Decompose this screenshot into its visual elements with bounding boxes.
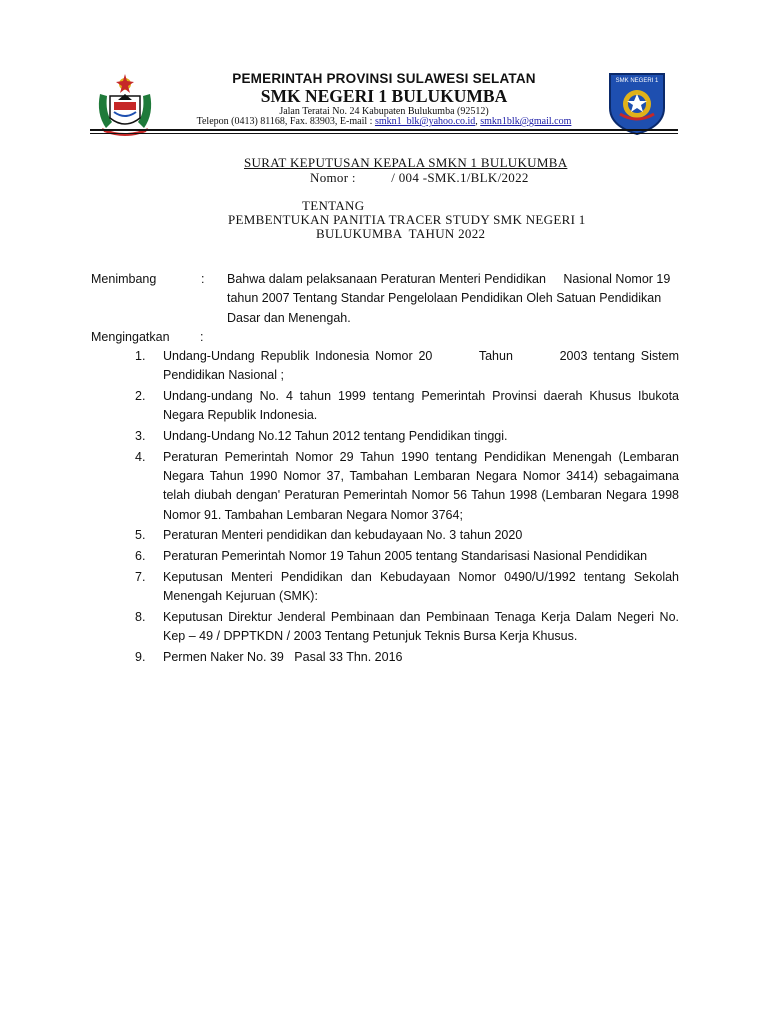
- list-item-number: 7.: [135, 569, 146, 584]
- list-item-text: Permen Naker No. 39 Pasal 33 Thn. 2016: [163, 649, 403, 664]
- list-item-text: Undang-Undang No.12 Tahun 2012 tentang Pendidikan tinggi.: [163, 428, 508, 443]
- list-item-text: Keputusan Menteri Pendidikan dan Kebudayaan Nomor 0490/U/1992 tentang Sekolah Menengah Kejuruan (SMK):: [163, 569, 679, 603]
- legal-basis-list: [135, 347, 683, 668]
- list-item-number: 5.: [135, 528, 146, 543]
- list-item-number: 6.: [135, 548, 146, 563]
- list-item-number: 9.: [135, 649, 146, 664]
- letterhead-rule-thin: [90, 133, 678, 134]
- emblem-caption: SMK NEGERI 1: [615, 78, 659, 84]
- subject-line-1: PEMBENTUKAN PANITIA TRACER STUDY SMK NEGERI 1: [228, 212, 586, 227]
- list-item: [135, 648, 679, 667]
- mengingatkan-colon: :: [200, 330, 204, 344]
- menimbang-colon: :: [201, 272, 205, 286]
- letterhead-rule-thick: [90, 129, 678, 131]
- list-item: [135, 608, 679, 647]
- school-emblem-logo: [606, 70, 668, 136]
- school-address: Jalan Teratai No. 24 Kabupaten Bulukumba (92512): [279, 106, 489, 117]
- list-item: [135, 387, 679, 426]
- decree-number-text: Nomor : / 004 -SMK.1/BLK/2022: [310, 170, 529, 185]
- list-item: [135, 448, 679, 525]
- menimbang-label: Menimbang: [91, 272, 157, 286]
- list-item-number: 8.: [135, 609, 146, 624]
- list-item-number: 2.: [135, 388, 146, 403]
- decree-title: SURAT KEPUTUSAN KEPALA SMKN 1 BULUKUMBA: [244, 155, 568, 170]
- list-item-text: Peraturan Pemerintah Nomor 29 Tahun 1990 tentang Pendidikan Menengah (Lembaran Negara Tahun 1990 Nomor 37, Tambahan Lembaran Negara Nomor 3414) sebagaimana telah diubah dengan' Peraturan Pemerintah Nomor 56 Tahun 1998 (Lembaran Negara 1998 Nomor 91. Tambahan Lembaran Negara Nomor 3764;: [163, 449, 679, 522]
- email-separator: ,: [475, 116, 481, 127]
- list-item-text: Undang-Undang Republik Indonesia Nomor 20 Tahun 2003 tentang Sistem Pendidikan Nasional ;: [163, 349, 683, 383]
- list-item-number: 3.: [135, 428, 146, 443]
- list-item-number: 1.: [135, 349, 146, 363]
- mengingatkan-label: Mengingatkan: [91, 330, 170, 344]
- list-item: [135, 568, 679, 607]
- list-item-number: 4.: [135, 449, 146, 464]
- decree-number: [310, 170, 529, 186]
- school-name: SMK NEGERI 1 BULUKUMBA: [260, 86, 508, 106]
- list-item: [135, 427, 679, 446]
- contact-phone-fax: Telepon (0413) 81168, Fax. 83903, E-mail :: [196, 116, 375, 127]
- list-item: [135, 526, 679, 545]
- province-heading: PEMERINTAH PROVINSI SULAWESI SELATAN: [232, 71, 536, 86]
- tentang-heading: TENTANG: [302, 198, 365, 213]
- list-item-text: Peraturan Menteri pendidikan dan kebudayaan No. 3 tahun 2020: [163, 528, 523, 543]
- list-item-text: Undang-undang No. 4 tahun 1999 tentang Pemerintah Provinsi daerah Khusus Ibukota Negara Republik Indonesia.: [163, 388, 679, 423]
- list-item-text: Peraturan Pemerintah Nomor 19 Tahun 2005 tentang Standarisasi Nasional Pendidikan: [163, 548, 648, 563]
- email-link-yahoo[interactable]: smkn1_blk@yahoo.co.id: [374, 116, 476, 127]
- list-item: [135, 347, 683, 386]
- menimbang-text: Bahwa dalam pelaksanaan Peraturan Menteri Pendidikan Nasional Nomor 19 tahun 2007 Tentang Standar Pengelolaan Pendidikan Oleh Satuan Pendidikan Dasar dan Menengah.: [227, 272, 674, 325]
- subject-line-2: BULUKUMBA TAHUN 2022: [316, 226, 486, 241]
- list-item: [135, 547, 679, 566]
- list-item-text: Keputusan Direktur Jenderal Pembinaan dan Pembinaan Tenaga Kerja Dalam Negeri No. Kep – 49 / DPPTKDN / 2003 Tentang Petunjuk Teknis Bursa Kerja Khusus.: [163, 609, 679, 643]
- email-link-gmail[interactable]: smkn1blk@gmail.com: [480, 116, 572, 127]
